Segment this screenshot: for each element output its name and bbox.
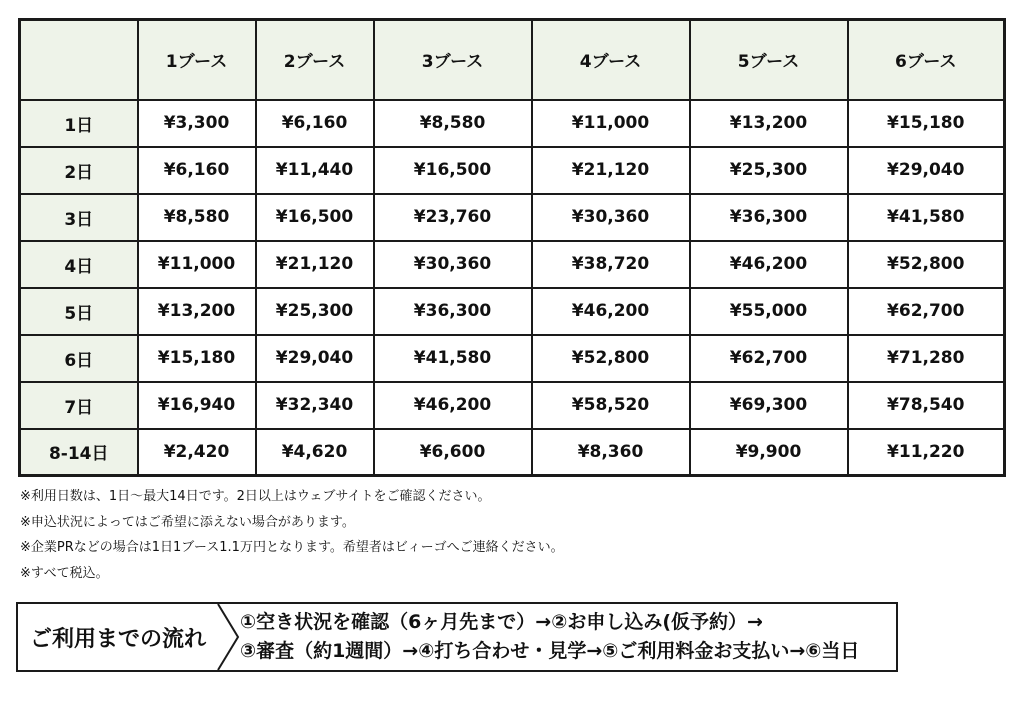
table-row (20, 100, 1005, 147)
price-cell: ¥46,200 (690, 241, 848, 288)
price-cell: ¥71,280 (848, 335, 1005, 382)
price-cell: ¥29,040 (256, 335, 374, 382)
row-label: 5日 (20, 288, 138, 335)
price-cell: ¥41,580 (848, 194, 1005, 241)
flow-line-1: ①空き状況を確認（6ヶ月先まで）→②お申し込み(仮予約）→ (240, 611, 763, 633)
price-cell: ¥6,600 (374, 429, 532, 476)
row-label: 6日 (20, 335, 138, 382)
price-cell: ¥23,760 (374, 194, 532, 241)
price-cell: ¥9,900 (690, 429, 848, 476)
price-cell: ¥62,700 (690, 335, 848, 382)
table-row (20, 335, 1005, 382)
flow-line-2: ③審査（約1週間）→④打ち合わせ・見学→⑤ご利用料金お支払い→⑥当日 (240, 640, 860, 662)
price-cell: ¥4,620 (256, 429, 374, 476)
price-cell: ¥11,000 (532, 100, 690, 147)
flow-title: ご利用までの流れ (29, 626, 206, 652)
price-cell: ¥21,120 (532, 147, 690, 194)
price-cell: ¥41,580 (374, 335, 532, 382)
price-cell: ¥8,360 (532, 429, 690, 476)
col-header: 1ブース (138, 20, 256, 100)
row-label: 3日 (20, 194, 138, 241)
price-cell: ¥16,500 (256, 194, 374, 241)
price-cell: ¥62,700 (848, 288, 1005, 335)
flow-steps (240, 608, 859, 666)
table-row (20, 194, 1005, 241)
corner-cell (20, 20, 138, 100)
table-row (20, 382, 1005, 429)
price-cell: ¥3,300 (138, 100, 256, 147)
header-row (20, 20, 1005, 100)
price-cell: ¥15,180 (138, 335, 256, 382)
price-cell: ¥30,360 (532, 194, 690, 241)
price-table (18, 18, 1006, 477)
price-cell: ¥30,360 (374, 241, 532, 288)
price-cell: ¥13,200 (690, 100, 848, 147)
row-label: 2日 (20, 147, 138, 194)
row-label: 1日 (20, 100, 138, 147)
price-cell: ¥16,500 (374, 147, 532, 194)
table-row (20, 288, 1005, 335)
col-header: 6ブース (848, 20, 1005, 100)
price-cell: ¥8,580 (138, 194, 256, 241)
price-cell: ¥8,580 (374, 100, 532, 147)
price-cell: ¥78,540 (848, 382, 1005, 429)
note-line: ※すべて税込。 (20, 565, 109, 581)
price-cell: ¥25,300 (690, 147, 848, 194)
price-cell: ¥6,160 (138, 147, 256, 194)
col-header: 5ブース (690, 20, 848, 100)
table-row (20, 241, 1005, 288)
table-row (20, 147, 1005, 194)
price-cell: ¥21,120 (256, 241, 374, 288)
price-cell: ¥25,300 (256, 288, 374, 335)
chevron-right-icon (216, 602, 242, 672)
price-cell: ¥29,040 (848, 147, 1005, 194)
price-cell: ¥52,800 (532, 335, 690, 382)
row-label: 4日 (20, 241, 138, 288)
price-cell: ¥46,200 (374, 382, 532, 429)
note-line: ※企業PRなどの場合は1日1ブース1.1万円となります。希望者はビィーゴへご連絡ください。 (20, 540, 564, 555)
flow-box (16, 602, 898, 672)
price-cell: ¥2,420 (138, 429, 256, 476)
price-cell: ¥38,720 (532, 241, 690, 288)
price-cell: ¥11,440 (256, 147, 374, 194)
row-label: 8-14日 (20, 429, 138, 476)
price-cell: ¥36,300 (690, 194, 848, 241)
price-cell: ¥69,300 (690, 382, 848, 429)
row-label: 7日 (20, 382, 138, 429)
price-cell: ¥6,160 (256, 100, 374, 147)
price-cell: ¥55,000 (690, 288, 848, 335)
price-cell: ¥11,000 (138, 241, 256, 288)
price-cell: ¥52,800 (848, 241, 1005, 288)
table-row (20, 429, 1005, 476)
price-cell: ¥13,200 (138, 288, 256, 335)
price-cell: ¥58,520 (532, 382, 690, 429)
col-header: 4ブース (532, 20, 690, 100)
price-cell: ¥36,300 (374, 288, 532, 335)
note-line: ※申込状況によってはご希望に添えない場合があります。 (20, 514, 355, 530)
price-cell: ¥15,180 (848, 100, 1005, 147)
note-line: ※利用日数は、1日〜最大14日です。2日以上はウェブサイトをご確認ください。 (20, 489, 491, 504)
price-cell: ¥32,340 (256, 382, 374, 429)
price-cell: ¥16,940 (138, 382, 256, 429)
col-header: 2ブース (256, 20, 374, 100)
price-cell: ¥46,200 (532, 288, 690, 335)
notes (20, 484, 564, 586)
col-header: 3ブース (374, 20, 532, 100)
price-cell: ¥11,220 (848, 429, 1005, 476)
